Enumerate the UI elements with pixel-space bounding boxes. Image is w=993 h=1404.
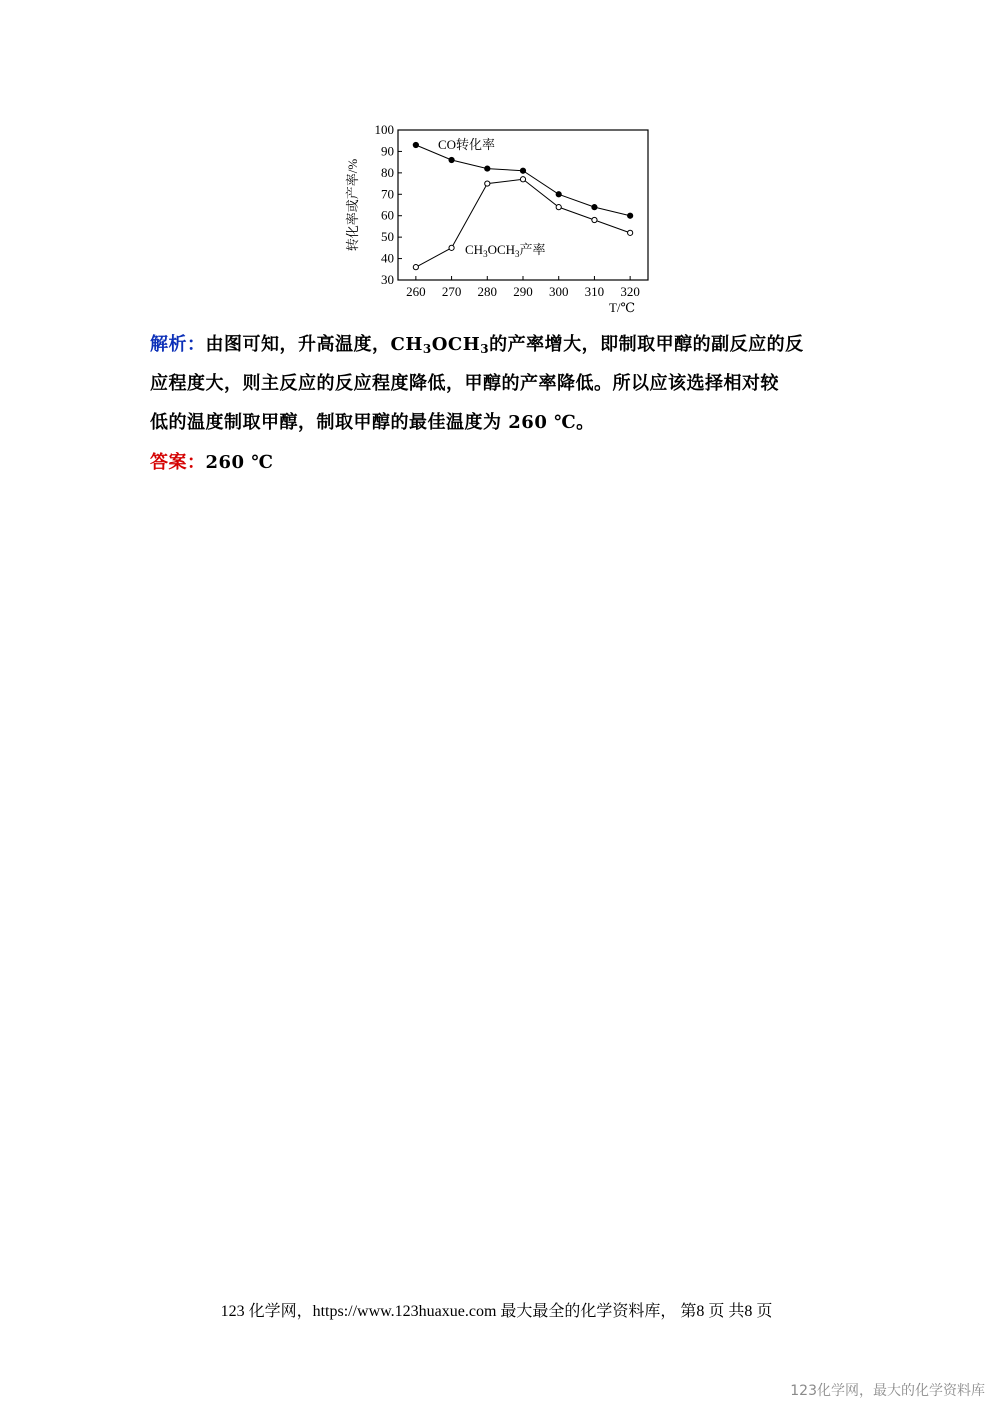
x-tick-label: 290 xyxy=(513,284,533,299)
answer-value: 260 ℃ xyxy=(205,452,274,473)
answer-paragraph xyxy=(150,443,850,482)
series-1-point xyxy=(520,168,525,173)
series-1-point xyxy=(592,205,597,210)
formula-sub2: 3 xyxy=(480,342,490,356)
y-tick-label: 100 xyxy=(374,122,394,137)
analysis-label: 解析： xyxy=(150,334,206,355)
y-tick-label: 90 xyxy=(381,143,394,159)
series-2-point xyxy=(449,245,454,250)
series-2-point xyxy=(485,181,490,186)
analysis-paragraph xyxy=(150,325,850,442)
x-tick-label: 310 xyxy=(584,284,605,299)
x-tick-label: 270 xyxy=(441,284,462,299)
page-footer: 123 化学网，https://www.123huaxue.com 最大最全的化学资料库， 第8 页 共8 页 xyxy=(220,1303,773,1320)
y-tick-label: 50 xyxy=(381,229,394,245)
analysis-line1-b: 的产率增大，即制取甲醇的副反应的反 xyxy=(489,334,804,355)
answer-label: 答案： xyxy=(150,452,206,473)
watermark: 123化学网，最大的化学资料库 xyxy=(790,1383,985,1399)
plot-frame xyxy=(398,130,648,280)
chart xyxy=(330,118,670,323)
line-chart-svg xyxy=(330,118,670,323)
y-tick-label: 30 xyxy=(381,272,394,287)
x-tick-label: 280 xyxy=(477,284,498,299)
x-tick-label: 260 xyxy=(406,284,426,299)
analysis-line2: 应程度大，则主反应的反应程度降低，甲醇的产率降低。所以应该选择相对较 xyxy=(150,373,779,394)
series-1-point xyxy=(449,157,454,162)
formula-sub1: 3 xyxy=(422,342,432,356)
formula-och: OCH xyxy=(431,334,481,355)
y-tick-label: 80 xyxy=(381,164,394,180)
analysis-line1-a: 由图可知，升高温度， xyxy=(205,334,391,355)
series-2-point xyxy=(628,230,633,235)
y-tick-label: 40 xyxy=(381,250,394,266)
y-tick-label: 60 xyxy=(381,207,394,223)
x-tick-label: 320 xyxy=(620,284,640,299)
series-label-co: CO转化率 xyxy=(438,137,496,152)
series-2-point xyxy=(556,205,561,210)
series-label-ch3och3: $CH_3OCH_3$产率 xyxy=(465,242,546,259)
x-axis-label: T/℃ xyxy=(608,300,636,315)
series-1-point xyxy=(628,213,633,218)
series-2-point xyxy=(520,177,525,182)
y-tick-label: 70 xyxy=(381,186,394,202)
formula-ch: CH xyxy=(390,334,423,355)
series-1-point xyxy=(556,192,561,197)
analysis-line3: 低的温度制取甲醇，制取甲醇的最佳温度为 260 ℃。 xyxy=(150,412,595,433)
series-1-point xyxy=(413,142,418,147)
y-axis-label: 转化率或产率/% xyxy=(345,158,360,252)
series-1-point xyxy=(485,166,490,171)
series-2-point xyxy=(413,265,418,270)
x-tick-label: 300 xyxy=(548,284,569,299)
series-2-point xyxy=(592,217,597,222)
